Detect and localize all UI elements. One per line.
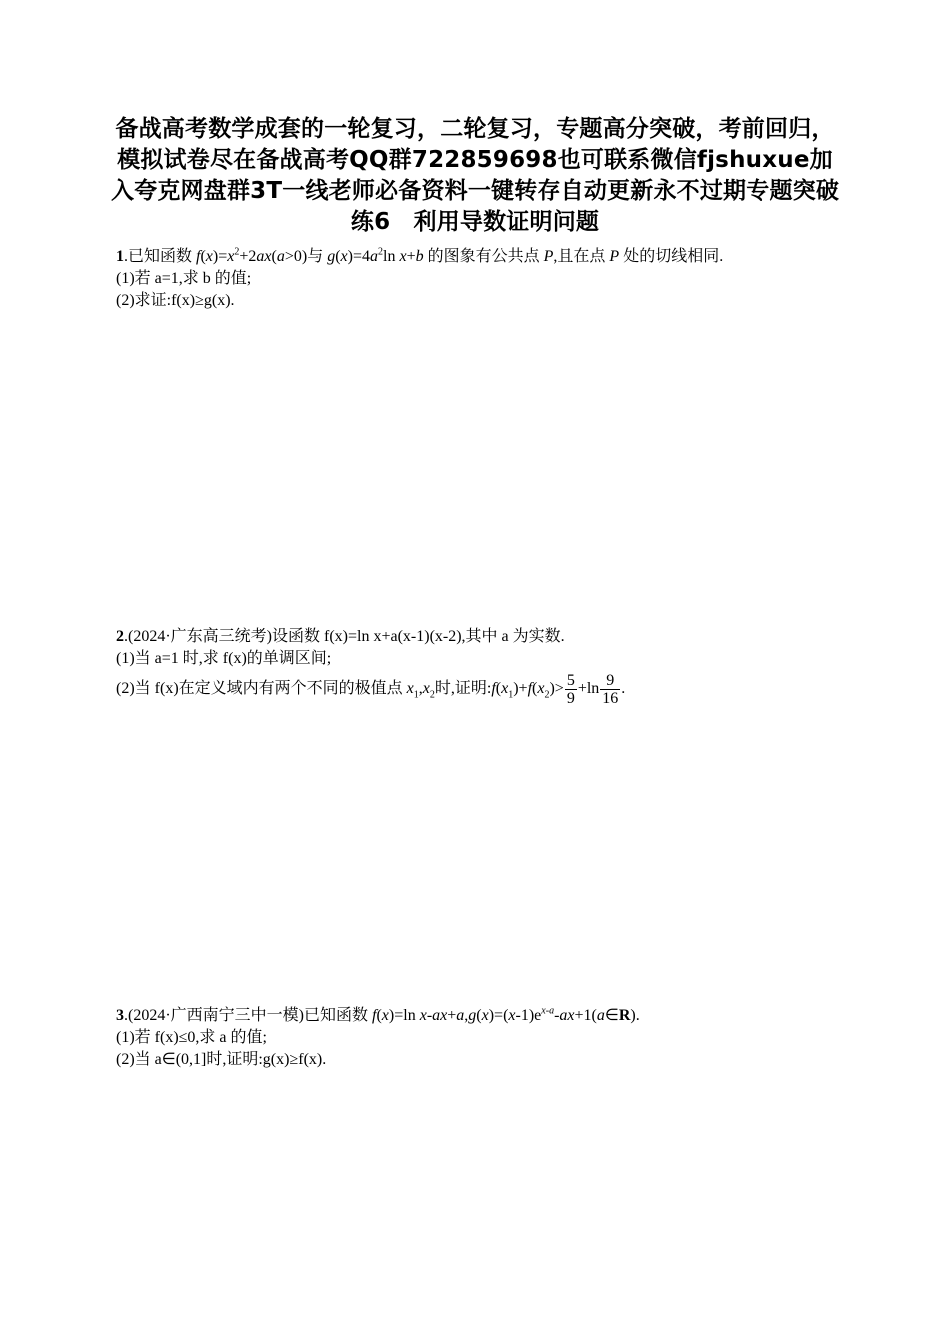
problem-source: .(2024·广西南宁三中一模): [124, 1007, 304, 1024]
problem-2: [116, 626, 836, 707]
fraction-nine-sixteenths: $\frac{9}{16}$: [602, 672, 619, 707]
problem-2-part-2: (2)当 f(x)在定义域内有两个不同的极值点 $x_1,x_2$时,证明$:f(x_1)+f(x_2)>$ $\frac{5}{9}$ +ln $\frac{9}{16}$ .: [116, 672, 626, 707]
problem-source: .(2024·广东高三统考): [124, 628, 272, 645]
fraction-five-ninths: $\frac{5}{9}$: [566, 672, 575, 707]
problem-3-part-2: (2)当 a∈(0,1]时,证明:g(x)≥f(x).: [116, 1051, 327, 1068]
page-title: 备战高考数学成套的一轮复习，二轮复习，专题高分突破，考前回归，模拟试卷尽在备战高考QQ群722859698也可联系微信fjshuxue加入夸克网盘群3T一线老师必备资料一键转存自动更新永不过期专题突破练6 利用导数证明问题: [110, 116, 840, 235]
problem-1-part-1: (1)若 a=1,求 b 的值;: [116, 270, 252, 287]
problem-3: [116, 1005, 836, 1071]
problem-1: [116, 246, 836, 312]
problem-1-stem: 1.已知函数 $f(x)=x^2+2ax(a>0)$与 $g(x)=4a^2\ln$ x+b 的图象有公共点 P,且在点 P 处的切线相同.: [116, 246, 724, 265]
problem-number: 1: [116, 248, 124, 265]
problem-3-stem: 3.(2024·广西南宁三中一模)已知函数 f(x)=ln $x-ax+a,g(x)=(x-1)e^{x-a}-ax+1(a\in R)$.: [116, 1005, 640, 1024]
problem-1-part-2: (2)求证:f(x)≥g(x).: [116, 292, 235, 309]
problem-2-stem: 2.(2024·广东高三统考)设函数 f(x)=ln x+a(x-1)(x-2),其中 a 为实数.: [116, 628, 565, 645]
problem-number: 3: [116, 1007, 124, 1024]
problem-number: 2: [116, 628, 124, 645]
problem-2-part-1: (1)当 a=1 时,求 f(x)的单调区间;: [116, 650, 332, 667]
problem-3-part-1: (1)若 f(x)≤0,求 a 的值;: [116, 1029, 267, 1046]
